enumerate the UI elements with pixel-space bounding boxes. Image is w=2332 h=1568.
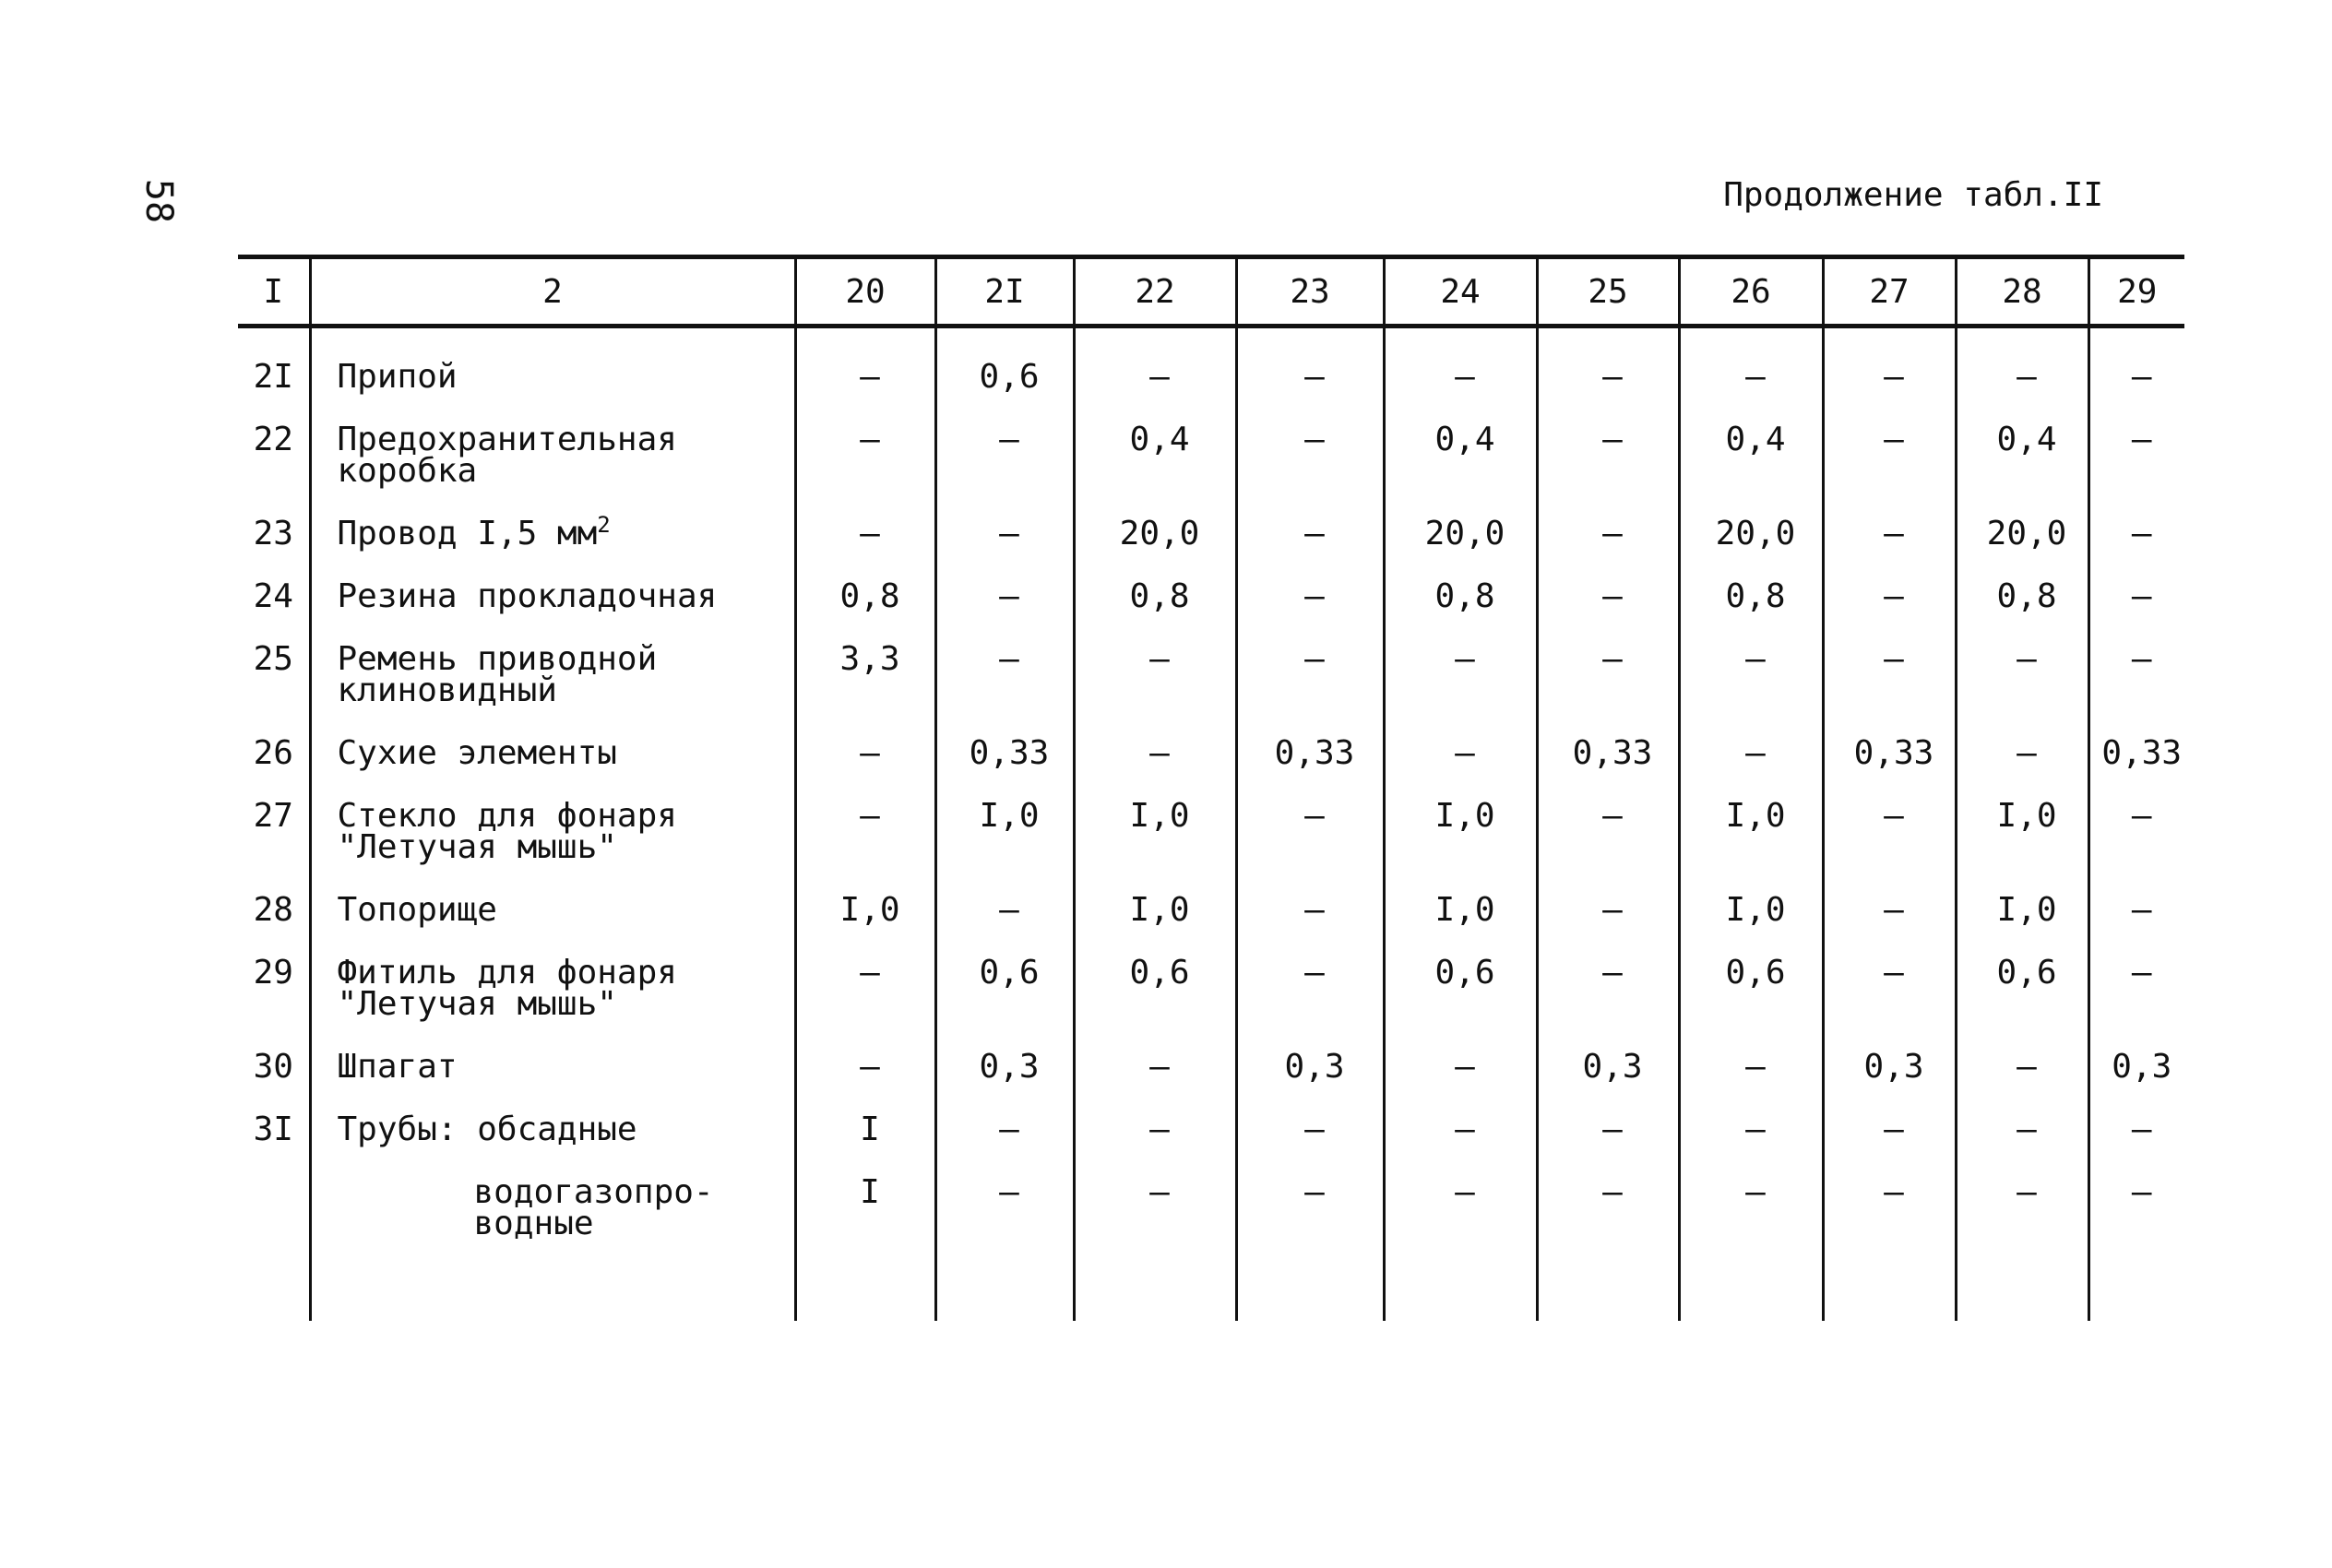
row-number: 23 [253,515,293,552]
row-number [238,1166,310,1260]
value-cell: – [1679,727,1823,790]
column-header: 27 [1823,257,1956,327]
value-cell: I,0 [1956,790,2088,884]
item-name-line: водогазопро- [473,1173,714,1211]
row-number: 27 [253,797,293,835]
value-cell: – [1956,727,2088,790]
value-cell: – [1537,507,1679,570]
column-header: 25 [1537,257,1679,327]
value-cell: – [1074,1166,1236,1260]
value-cell: – [1384,633,1537,727]
item-name-line: Шпагат [337,1048,458,1086]
value-cell: 0,4 [1956,413,2088,507]
item-name-line: Стекло для фонаря [337,797,677,835]
value-cell: 0,8 [1679,570,1823,633]
item-name [310,790,795,884]
value-cell: I,0 [1384,790,1537,884]
value-cell: – [1823,1103,1956,1166]
value-cell: – [795,413,935,507]
column-header: 2I [935,257,1074,327]
value-cell: – [1823,1166,1956,1260]
value-cell: – [1236,507,1384,570]
table-row [238,570,2184,633]
value-cell: – [1679,1166,1823,1260]
empty-cell [1956,1260,2088,1321]
value-cell: – [1823,633,1956,727]
value-cell: – [1537,884,1679,946]
value-cell: – [1074,1103,1236,1166]
value-cell: 0,3 [1823,1040,1956,1103]
value-cell: – [1384,327,1537,414]
row-number: 29 [253,954,293,992]
value-cell: – [1679,633,1823,727]
item-name-line: Резина прокладочная [337,577,718,615]
value-cell: 0,33 [1537,727,1679,790]
value-cell: 0,6 [1679,946,1823,1040]
row-number: 22 [253,421,293,458]
item-name [310,1166,795,1260]
table-row [238,327,2184,414]
value-cell: – [1537,633,1679,727]
value-cell: I,0 [795,884,935,946]
item-name-line: водные [473,1205,594,1242]
empty-cell [935,1260,1074,1321]
value-cell: 0,8 [1384,570,1537,633]
item-name [310,727,795,790]
column-header: 26 [1679,257,1823,327]
value-cell: – [795,790,935,884]
value-cell: – [795,946,935,1040]
materials-table [238,255,2184,1321]
empty-cell [1537,1260,1679,1321]
column-header: 20 [795,257,935,327]
value-cell: – [1074,1040,1236,1103]
column-header: 24 [1384,257,1537,327]
value-cell: – [2088,1166,2184,1260]
value-cell: 3,3 [795,633,935,727]
value-cell: 0,4 [1384,413,1537,507]
empty-cell [238,1260,310,1321]
column-header: 28 [1956,257,2088,327]
item-name [310,884,795,946]
value-cell: – [935,633,1074,727]
value-cell: – [1537,1103,1679,1166]
item-name-line: Фитиль для фонаря [337,954,677,992]
row-number: 24 [253,577,293,615]
row-number: 25 [253,640,293,678]
value-cell: – [935,884,1074,946]
value-cell: – [1236,633,1384,727]
value-cell: I,0 [1074,884,1236,946]
row-number: 26 [253,734,293,772]
value-cell: – [1679,1040,1823,1103]
row-number: 30 [253,1048,293,1086]
table-row [238,413,2184,507]
value-cell: – [1236,570,1384,633]
table-row [238,633,2184,727]
value-cell: I [795,1103,935,1166]
page-number: 58 [137,178,180,224]
table-row [238,1103,2184,1166]
value-cell: – [795,507,935,570]
column-header: 23 [1236,257,1384,327]
value-cell: 0,6 [1074,946,1236,1040]
value-cell: – [1074,727,1236,790]
value-cell: – [935,413,1074,507]
value-cell: – [1823,946,1956,1040]
empty-cell [310,1260,795,1321]
table-row [238,790,2184,884]
value-cell: – [1956,1103,2088,1166]
value-cell: – [1823,507,1956,570]
table-row [238,507,2184,570]
row-number: 3I [253,1111,293,1148]
value-cell: – [1956,633,2088,727]
value-cell: – [935,1166,1074,1260]
value-cell: 0,33 [1823,727,1956,790]
table-caption: Продолжение табл.II [1723,176,2103,214]
value-cell: 0,8 [1956,570,2088,633]
item-name [310,1040,795,1103]
value-cell: – [1679,1103,1823,1166]
header-row [238,257,2184,327]
item-name [310,327,795,414]
value-cell: I,0 [1956,884,2088,946]
value-cell: – [2088,413,2184,507]
value-cell: – [795,327,935,414]
value-cell: – [1236,413,1384,507]
value-cell: 0,3 [1236,1040,1384,1103]
empty-cell [1074,1260,1236,1321]
value-cell: – [2088,1103,2184,1166]
value-cell: 20,0 [1679,507,1823,570]
item-name-line: Ремень приводной [337,640,658,678]
item-name [310,570,795,633]
value-cell: 0,6 [1384,946,1537,1040]
value-cell: 0,33 [2088,727,2184,790]
table-body [238,327,2184,1322]
value-cell: I,0 [1074,790,1236,884]
item-name-line: Сухие элементы [337,734,617,772]
value-cell: – [1384,1103,1537,1166]
value-cell: 0,4 [1074,413,1236,507]
value-cell: – [1823,790,1956,884]
value-cell: 0,6 [935,946,1074,1040]
superscript: 2 [597,512,611,538]
table-row [238,1166,2184,1260]
item-name [310,946,795,1040]
value-cell: I,0 [935,790,1074,884]
value-cell: – [1537,327,1679,414]
item-name-line: клиновидный [337,671,557,709]
value-cell: – [1236,790,1384,884]
value-cell: – [2088,507,2184,570]
column-header: 22 [1074,257,1236,327]
value-cell: 0,33 [1236,727,1384,790]
column-header: I [238,257,310,327]
value-cell: – [2088,790,2184,884]
item-name [310,507,795,570]
table-tail [238,1260,2184,1321]
value-cell: – [1384,727,1537,790]
value-cell: 0,4 [1679,413,1823,507]
value-cell: – [2088,570,2184,633]
item-name-line: Трубы: обсадные [337,1111,637,1148]
column-header: 2 [310,257,795,327]
value-cell: I,0 [1679,884,1823,946]
item-name-line: Провод I,5 $мм^2$ [337,512,611,552]
value-cell: – [1236,1166,1384,1260]
row-number: 28 [253,891,293,929]
value-cell: – [2088,946,2184,1040]
value-cell: – [1537,790,1679,884]
value-cell: 0,6 [935,327,1074,414]
empty-cell [1236,1260,1384,1321]
value-cell: 0,6 [1956,946,2088,1040]
value-cell: – [1537,413,1679,507]
value-cell: – [1236,327,1384,414]
item-name-line: Предохранительная [337,421,677,458]
empty-cell [2088,1260,2184,1321]
item-name-line: Топорище [337,891,497,929]
value-cell: – [1956,1166,2088,1260]
value-cell: – [1679,327,1823,414]
empty-cell [1679,1260,1823,1321]
value-cell: – [935,570,1074,633]
value-cell: I,0 [1384,884,1537,946]
value-cell: 0,8 [795,570,935,633]
table-row [238,727,2184,790]
value-cell: – [1823,327,1956,414]
value-cell: – [1384,1040,1537,1103]
item-name [310,413,795,507]
value-cell: – [1236,1103,1384,1166]
table-row [238,884,2184,946]
value-cell: – [1537,570,1679,633]
value-cell: – [2088,884,2184,946]
value-cell: 0,3 [935,1040,1074,1103]
value-cell: – [1537,946,1679,1040]
value-cell: – [1236,946,1384,1040]
value-cell: – [1236,884,1384,946]
table-row [238,1040,2184,1103]
value-cell: I [795,1166,935,1260]
value-cell: – [1537,1166,1679,1260]
value-cell: 0,3 [2088,1040,2184,1103]
value-cell: 0,33 [935,727,1074,790]
empty-cell [795,1260,935,1321]
value-cell: I,0 [1679,790,1823,884]
value-cell: – [1823,413,1956,507]
item-name-line: Припой [337,358,458,396]
empty-cell [1384,1260,1537,1321]
value-cell: – [2088,633,2184,727]
empty-cell [1823,1260,1956,1321]
value-cell: – [795,1040,935,1103]
value-cell: – [935,507,1074,570]
item-name [310,1103,795,1166]
value-cell: – [1823,884,1956,946]
item-name-line: "Летучая мышь" [337,828,617,866]
value-cell: – [1956,1040,2088,1103]
value-cell: – [1956,327,2088,414]
value-cell: – [1384,1166,1537,1260]
row-number: 2I [253,358,293,396]
value-cell: – [1074,327,1236,414]
item-name-line: "Летучая мышь" [337,985,617,1023]
value-cell: 20,0 [1384,507,1537,570]
item-name-line: коробка [337,452,478,490]
table-row [238,946,2184,1040]
value-cell: – [935,1103,1074,1166]
value-cell: 20,0 [1074,507,1236,570]
value-cell: – [2088,327,2184,414]
item-name [310,633,795,727]
value-cell: 0,3 [1537,1040,1679,1103]
value-cell: – [1074,633,1236,727]
value-cell: 0,8 [1074,570,1236,633]
value-cell: – [795,727,935,790]
value-cell: – [1823,570,1956,633]
value-cell: 20,0 [1956,507,2088,570]
column-header: 29 [2088,257,2184,327]
